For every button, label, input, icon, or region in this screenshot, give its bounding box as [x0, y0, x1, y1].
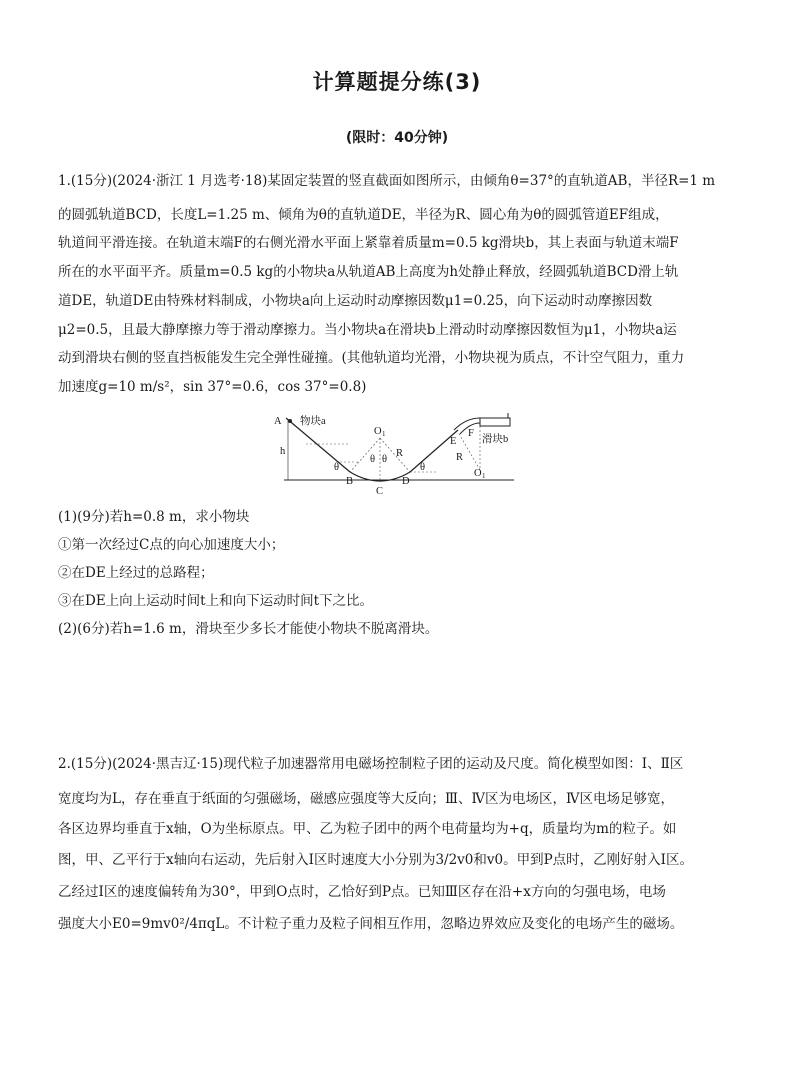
label-B: B [346, 476, 354, 487]
q1-line-1: 1.(15分)(2024·浙江 1 月选考·18)某固定装置的竖直截面如图所示，由倾角θ=37°的直轨道AB，半径R=1 m [58, 173, 716, 189]
q1-part-1c: ③在DE上向上运动时间t上和向下运动时间t下之比。 [58, 593, 374, 609]
label-D: D [402, 476, 410, 487]
label-R-mid: R [396, 448, 404, 459]
page-title: 计算题提分练(3) [312, 70, 482, 94]
label-E: E [450, 436, 457, 447]
label-theta-mid1: θ [370, 454, 376, 465]
q1-line-4: 所在的水平面平齐。质量m=0.5 kg的小物块a从轨道AB上高度为h处静止释放，经圆弧轨道BCD滑上轨 [58, 264, 679, 280]
label-A: A [274, 416, 282, 427]
label-block-b: 滑块b [482, 434, 509, 445]
label-O2: O [474, 468, 482, 479]
label-O2-sub: 1 [482, 472, 486, 480]
q1-part-1: (1)(9分)若h=0.8 m，求小物块 [58, 509, 250, 525]
q1-line-7: 动到滑块右侧的竖直挡板能发生完全弹性碰撞。(其他轨道均光滑，小物块视为质点，不计空气阻力，重力 [58, 350, 685, 366]
q1-line-8: 加速度g=10 m/s²，sin 37°=0.6，cos 37°=0.8) [58, 379, 367, 395]
q1-line-3: 轨道间平滑连接。在轨道末端F的右侧光滑水平面上紧靠着质量m=0.5 kg滑块b，其上表面与轨道末端F [58, 235, 679, 251]
label-F: F [468, 428, 474, 439]
q1-line-2: 的圆弧轨道BCD，长度L=1.25 m、倾角为θ的直轨道DE，半径为R、圆心角为θ的圆弧管道EF组成， [58, 207, 669, 223]
label-theta-mid2: θ [382, 454, 388, 465]
q1-part-2: (2)(6分)若h=1.6 m，滑块至少多长才能使小物块不脱离滑块。 [58, 621, 439, 637]
track-diagram [268, 410, 530, 502]
label-O1: O [374, 426, 382, 437]
q2-line-6: 强度大小E0=9mv0²/4πqL。不计粒子重力及粒子间相互作用，忽略边界效应及变化的电场产生的磁场。 [58, 916, 684, 932]
q1-line-5: 道DE，轨道DE由特殊材料制成，小物块a向上运动时动摩擦因数μ1=0.25，向下运动时动摩擦因数 [58, 293, 653, 309]
label-h: h [280, 446, 286, 457]
label-block-a: 物块a [300, 416, 326, 427]
time-limit: (限时：40分钟) [345, 130, 449, 146]
q2-line-3: 各区边界均垂直于x轴，O为坐标原点。甲、乙为粒子团中的两个电荷量均为+q，质量均为m的粒子。如 [58, 821, 677, 837]
q1-part-1a: ①第一次经过C点的向心加速度大小； [58, 537, 285, 553]
label-C: C [376, 486, 384, 497]
q2-line-1: 2.(15分)(2024·黑吉辽·15)现代粒子加速器常用电磁场控制粒子团的运动及尺度。简化模型如图：Ⅰ、Ⅱ区 [58, 756, 684, 772]
label-R-right: R [456, 452, 464, 463]
q2-line-4: 图，甲、乙平行于x轴向右运动，先后射入Ⅰ区时速度大小分别为3/2v0和v0。甲到P点时，乙刚好射入Ⅰ区。 [58, 852, 694, 868]
label-theta-right: θ [420, 462, 426, 473]
label-O1-sub: 1 [382, 430, 386, 438]
q1-part-1b: ②在DE上经过的总路程； [58, 565, 214, 581]
q1-line-6: μ2=0.5，且最大静摩擦力等于滑动摩擦力。当小物块a在滑块b上滑动时动摩擦因数恒为μ1，小物块a运 [58, 322, 677, 338]
label-theta-left: θ [334, 462, 340, 473]
q2-line-5: 乙经过Ⅰ区的速度偏转角为30°，甲到O点时，乙恰好到P点。已知Ⅲ区存在沿+x方向的匀强电场，电场 [58, 884, 666, 900]
q2-line-2: 宽度均为L，存在垂直于纸面的匀强磁场，磁感应强度等大反向；Ⅲ、Ⅳ区为电场区，Ⅳ区电场足够宽， [58, 791, 674, 807]
